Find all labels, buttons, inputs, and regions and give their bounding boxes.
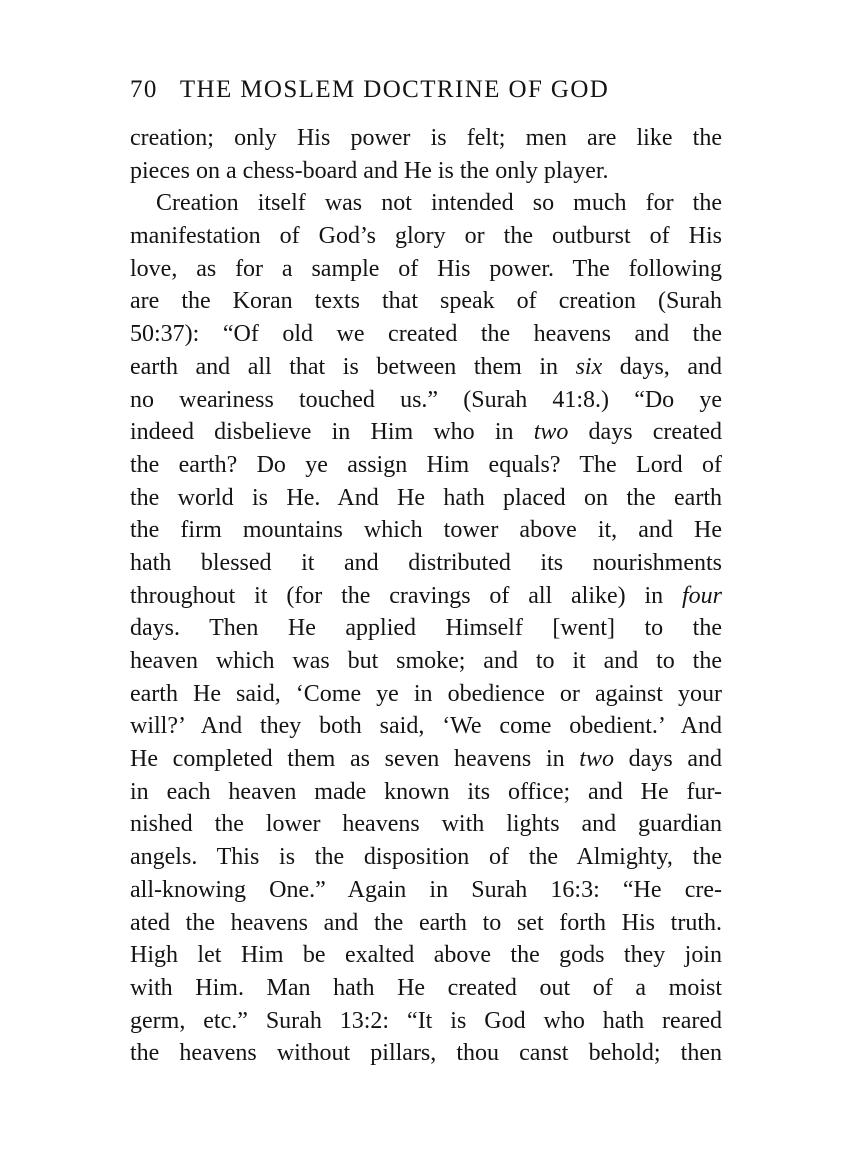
text-line [130,416,722,449]
text-run: the firm mountains which tower above it, and He [130,517,722,544]
text-run: hath blessed it and distributed its nourishments [130,549,722,576]
text-line [130,187,722,220]
text-run: all-knowing One.” Again in Surah 16:3: “He cre- [130,876,722,903]
italic-word: two [533,419,569,446]
text-line [130,808,722,841]
text-line [130,482,722,515]
text-run: days. Then He applied Himself [went] to the [130,615,722,642]
text-line [130,972,722,1005]
text-run: will?’ And they both said, ‘We come obedient.’ And [130,713,722,740]
text-run: days, and [602,353,722,380]
text-line [130,122,722,155]
text-line [130,612,722,645]
text-run: High let Him be exalted above the gods they join [130,942,722,969]
text-run: germ, etc.” Surah 13:2: “It is God who hath reared [130,1007,722,1034]
text-run: the world is He. And He hath placed on the earth [130,484,722,511]
text-line [130,514,722,547]
text-line [130,678,722,711]
italic-word: two [579,746,614,773]
running-title: THE MOSLEM DOCTRINE OF GOD [179,76,610,103]
text-line [130,939,722,972]
text-line [130,580,722,613]
text-line [130,1037,722,1070]
text-run: nished the lower heavens with lights and guardian [130,811,722,838]
text-run: earth and all that is between them in [130,353,576,380]
running-head [130,70,730,110]
text-run: manifestation of God’s glory or the outburst of His [130,223,722,250]
text-run: 50:37): “Of old we created the heavens and the [130,321,722,348]
italic-word: four [681,582,722,609]
text-line [130,285,722,318]
text-line [130,351,722,384]
text-line [130,547,722,580]
italic-word: six [575,353,603,380]
text-run: ated the heavens and the earth to set forth His truth. [130,909,722,936]
text-run: the earth? Do ye assign Him equals? The Lord of [130,451,722,478]
text-run: earth He said, ‘Come ye in obedience or against your [130,680,722,707]
text-line [130,1005,722,1038]
body-text [130,122,722,1070]
text-line [130,155,722,188]
text-run: creation; only His power is felt; men are like the [130,125,722,151]
text-run: indeed disbelieve in Him who in [130,419,534,446]
text-line [130,449,722,482]
text-run: days and [613,746,722,773]
text-run: the heavens without pillars, thou canst behold; then [130,1040,722,1067]
text-line [130,874,722,907]
text-line [130,645,722,678]
text-line [130,710,722,743]
text-run: with Him. Man hath He created out of a moist [130,974,722,1001]
text-line [130,907,722,940]
text-line [130,743,722,776]
text-line [130,776,722,809]
text-run: pieces on a chess-board and He is the only player. [130,157,609,184]
page-number: 70 [130,76,158,103]
text-run: heaven which was but smoke; and to it and to the [130,648,722,674]
text-line [130,220,722,253]
text-run: Creation itself was not intended so much for the [156,190,722,217]
text-run: throughout it (for the cravings of all alike) in [130,582,682,609]
text-line [130,318,722,351]
text-line [130,384,722,417]
text-run: days created [568,419,722,446]
text-run: love, as for a sample of His power. The following [130,255,722,282]
text-run: are the Koran texts that speak of creation (Surah [130,288,722,315]
text-line [130,253,722,286]
text-line [130,841,722,874]
text-run: angels. This is the disposition of the Almighty, the [130,844,722,871]
text-run: in each heaven made known its office; and He fur- [130,778,722,805]
text-run: He completed them as seven heavens in [130,746,580,773]
text-run: no weariness touched us.” (Surah 41:8.) “Do ye [130,386,722,413]
